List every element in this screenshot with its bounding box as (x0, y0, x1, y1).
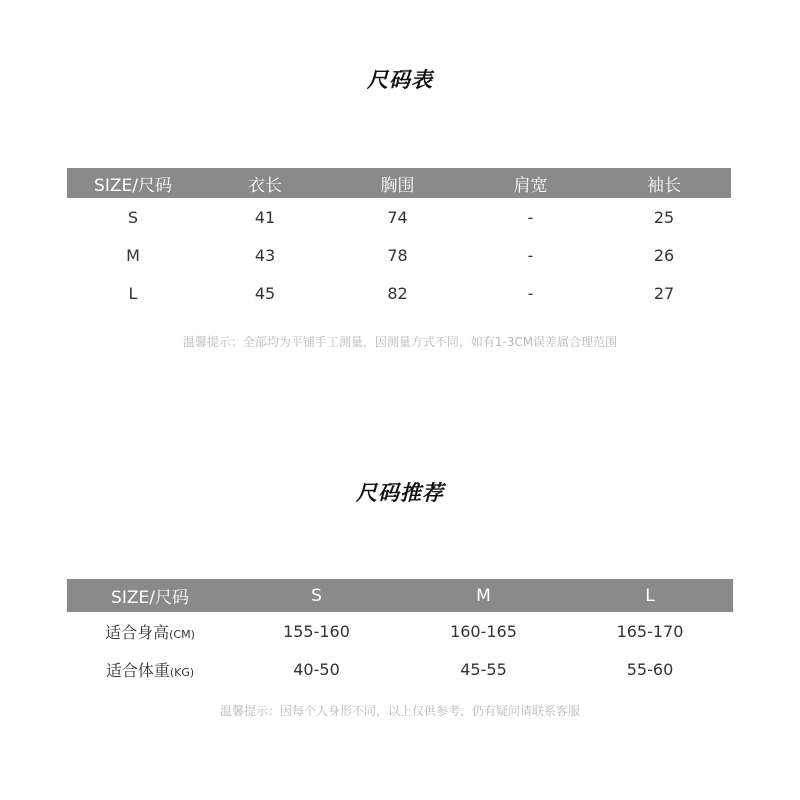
cell-chest: 78 (387, 245, 408, 265)
cell-shoulder: - (527, 283, 534, 303)
cell-chest: 74 (387, 207, 408, 227)
cell-length: 43 (254, 245, 276, 265)
header-shoulder: 肩宽 (513, 175, 548, 196)
header-l: L (645, 585, 655, 606)
recommend-header-row (67, 579, 733, 612)
cell-s: 40-50 (293, 659, 340, 679)
table-row (67, 612, 733, 650)
size-recommend-table (67, 579, 733, 688)
table-row (67, 650, 733, 688)
table-row (67, 274, 731, 312)
header-m: M (476, 585, 491, 606)
cell-size: S (127, 207, 139, 227)
cell-size: L (128, 283, 138, 303)
cell-l: 55-60 (626, 659, 674, 679)
header-sleeve: 袖长 (647, 175, 681, 196)
row-label-text: 适合体重 (105, 660, 170, 680)
header-size: SIZE/尺码 (111, 588, 189, 608)
cell-sleeve: 26 (653, 245, 675, 265)
cell-sleeve: 25 (653, 207, 675, 227)
header-chest: 胸围 (380, 175, 415, 196)
size-chart-header-row (67, 168, 731, 198)
row-label-unit: (KG) (169, 665, 195, 679)
cell-sleeve: 27 (653, 283, 675, 303)
cell-length: 41 (254, 207, 276, 227)
cell-length: 45 (254, 283, 276, 303)
row-label-text: 适合身高 (105, 622, 170, 642)
header-size: SIZE/尺码 (94, 175, 172, 196)
row-label-unit: (CM) (169, 627, 195, 641)
cell-s: 155-160 (283, 621, 350, 641)
row-label-weight (67, 658, 233, 681)
cell-m: 160-165 (450, 621, 517, 641)
size-chart-table (67, 168, 731, 312)
table-row (67, 198, 731, 236)
cell-chest: 82 (387, 283, 408, 303)
size-recommend-title: 尺码推荐 (356, 481, 444, 505)
cell-shoulder: - (527, 207, 534, 227)
header-s: S (311, 585, 322, 606)
recommend-note: 温馨提示：因每个人身形不同，以上仅供参考，仍有疑问请联系客服 (219, 704, 580, 718)
size-chart-title: 尺码表 (367, 68, 433, 92)
table-row (67, 236, 731, 274)
row-label-height (67, 620, 233, 643)
header-length: 衣长 (248, 175, 282, 196)
cell-size: M (126, 245, 140, 265)
size-chart-note: 温馨提示：全部均为平铺手工测量，因测量方式不同，如有1-3CM误差属合理范围 (182, 335, 618, 349)
cell-m: 45-55 (460, 659, 507, 679)
cell-l: 165-170 (616, 621, 684, 641)
cell-shoulder: - (527, 245, 534, 265)
